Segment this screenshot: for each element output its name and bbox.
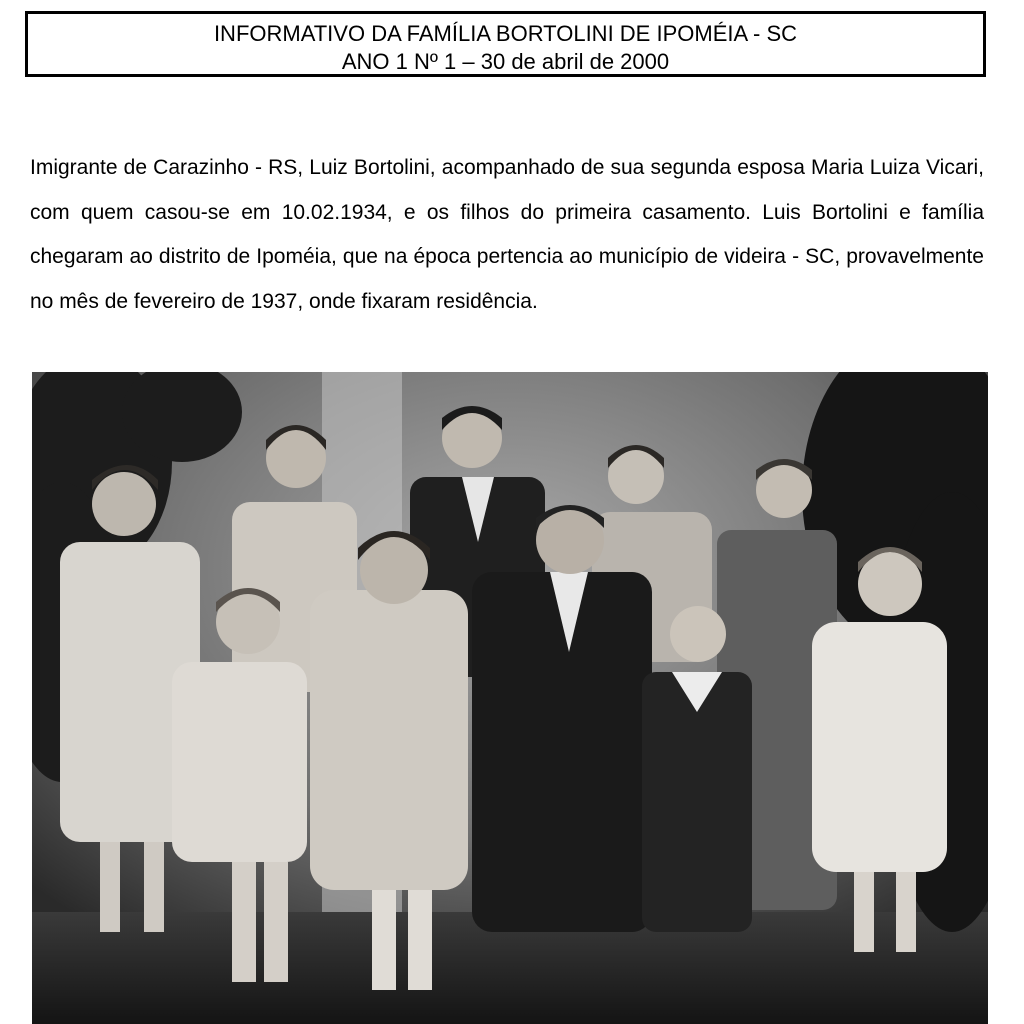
issue-info: ANO 1 Nº 1 – 30 de abril de 2000: [341, 49, 670, 74]
newsletter-header: [25, 11, 986, 77]
article-paragraph: Imigrante de Carazinho - RS, Luiz Bortolini, acompanhado de sua segunda esposa Maria Luiza Vicari, com quem casou-se em 10.02.1934, e os filhos do primeira casamento. Luis Bortolini e família chegaram ao distrito de Ipoméia, que na época pertencia ao município de videira - SC, provavelmente no mês de fevereiro de 1937, onde fixaram residência.: [30, 156, 984, 313]
newsletter-title: INFORMATIVO DA FAMÍLIA BORTOLINI DE IPOMÉIA - SC: [213, 21, 798, 46]
family-portrait-photo: [32, 372, 988, 1024]
